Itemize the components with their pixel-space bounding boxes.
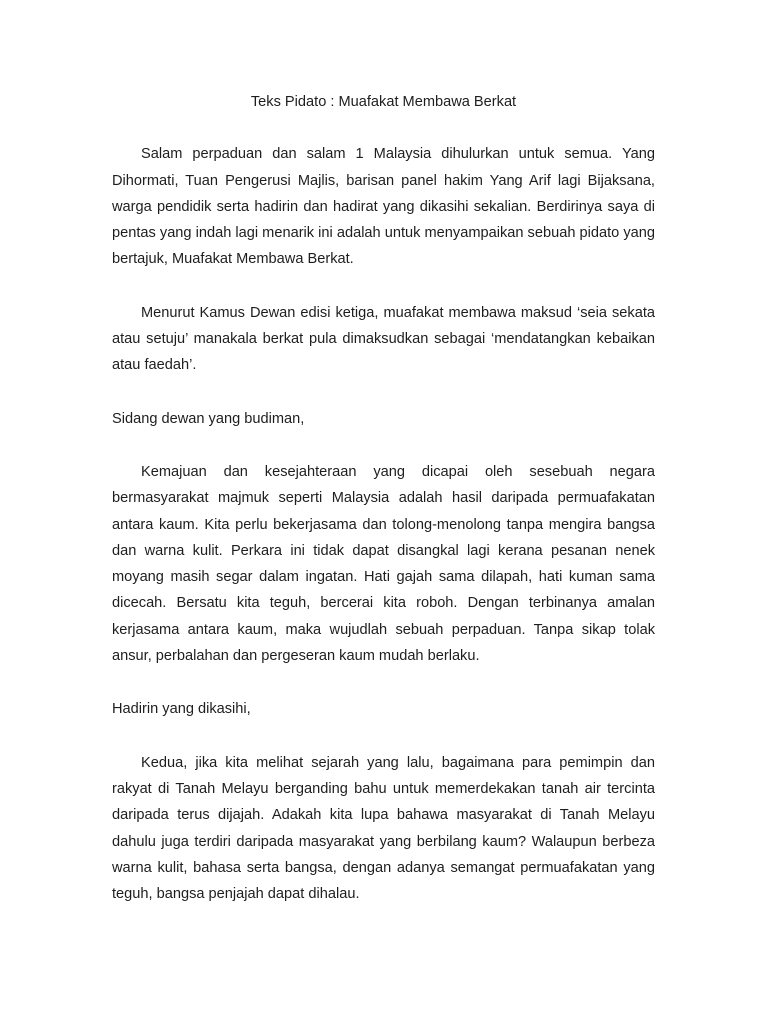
- paragraph-opening: Salam perpaduan dan salam 1 Malaysia dihulurkan untuk semua. Yang Dihormati, Tuan Pengerusi Majlis, barisan panel hakim Yang Arif lagi Bijaksana, warga pendidik serta hadirin dan hadirat yang dikasihi sekalian. Berdirinya saya di pentas yang indah lagi menarik ini adalah untuk menyampaikan sebuah pidato yang bertajuk, Muafakat Membawa Berkat.: [112, 146, 655, 268]
- paragraph-definition: Menurut Kamus Dewan edisi ketiga, muafakat membawa maksud ‘seia sekata atau setuju’ manakala berkat pula dimaksudkan sebagai ‘mendatangkan kebaikan atau faedah’.: [112, 304, 655, 374]
- salutation-hadirin: Hadirin yang dikasihi,: [112, 701, 251, 718]
- document-title: Teks Pidato : Muafakat Membawa Berkat: [250, 94, 517, 110]
- paragraph-sejarah: Kedua, jika kita melihat sejarah yang lalu, bagaimana para pemimpin dan rakyat di Tanah Melayu berganding bahu untuk memerdekakan tanah air tercinta daripada terus dijajah. Adakah kita lupa bahawa masyarakat di Tanah Melayu dahulu juga terdiri daripada masyarakat yang berbilang kaum? Walaupun berbeza warna kulit, bahasa serta bangsa, dengan adanya semangat permuafakatan yang teguh, bangsa penjajah dapat dihalau.: [112, 754, 655, 903]
- salutation-sidang-dewan: Sidang dewan yang budiman,: [112, 410, 305, 427]
- paragraph-kemajuan: Kemajuan dan kesejahteraan yang dicapai oleh sesebuah negara bermasyarakat majmuk seperti Malaysia adalah hasil daripada permuafakatan antara kaum. Kita perlu bekerjasama dan tolong-menolong tanpa mengira bangsa dan warna kulit. Perkara ini tidak dapat disangkal lagi kerana pesanan nenek moyang masih segar dalam ingatan. Hati gajah sama dilapah, hati kuman sama dicecah. Bersatu kita teguh, bercerai kita roboh. Dengan terbinanya amalan kerjasama antara kaum, maka wujudlah sebuah perpaduan. Tanpa sikap tolak ansur, perbalahan dan pergeseran kaum mudah berlaku.: [112, 463, 655, 665]
- document-page: [112, 89, 655, 934]
